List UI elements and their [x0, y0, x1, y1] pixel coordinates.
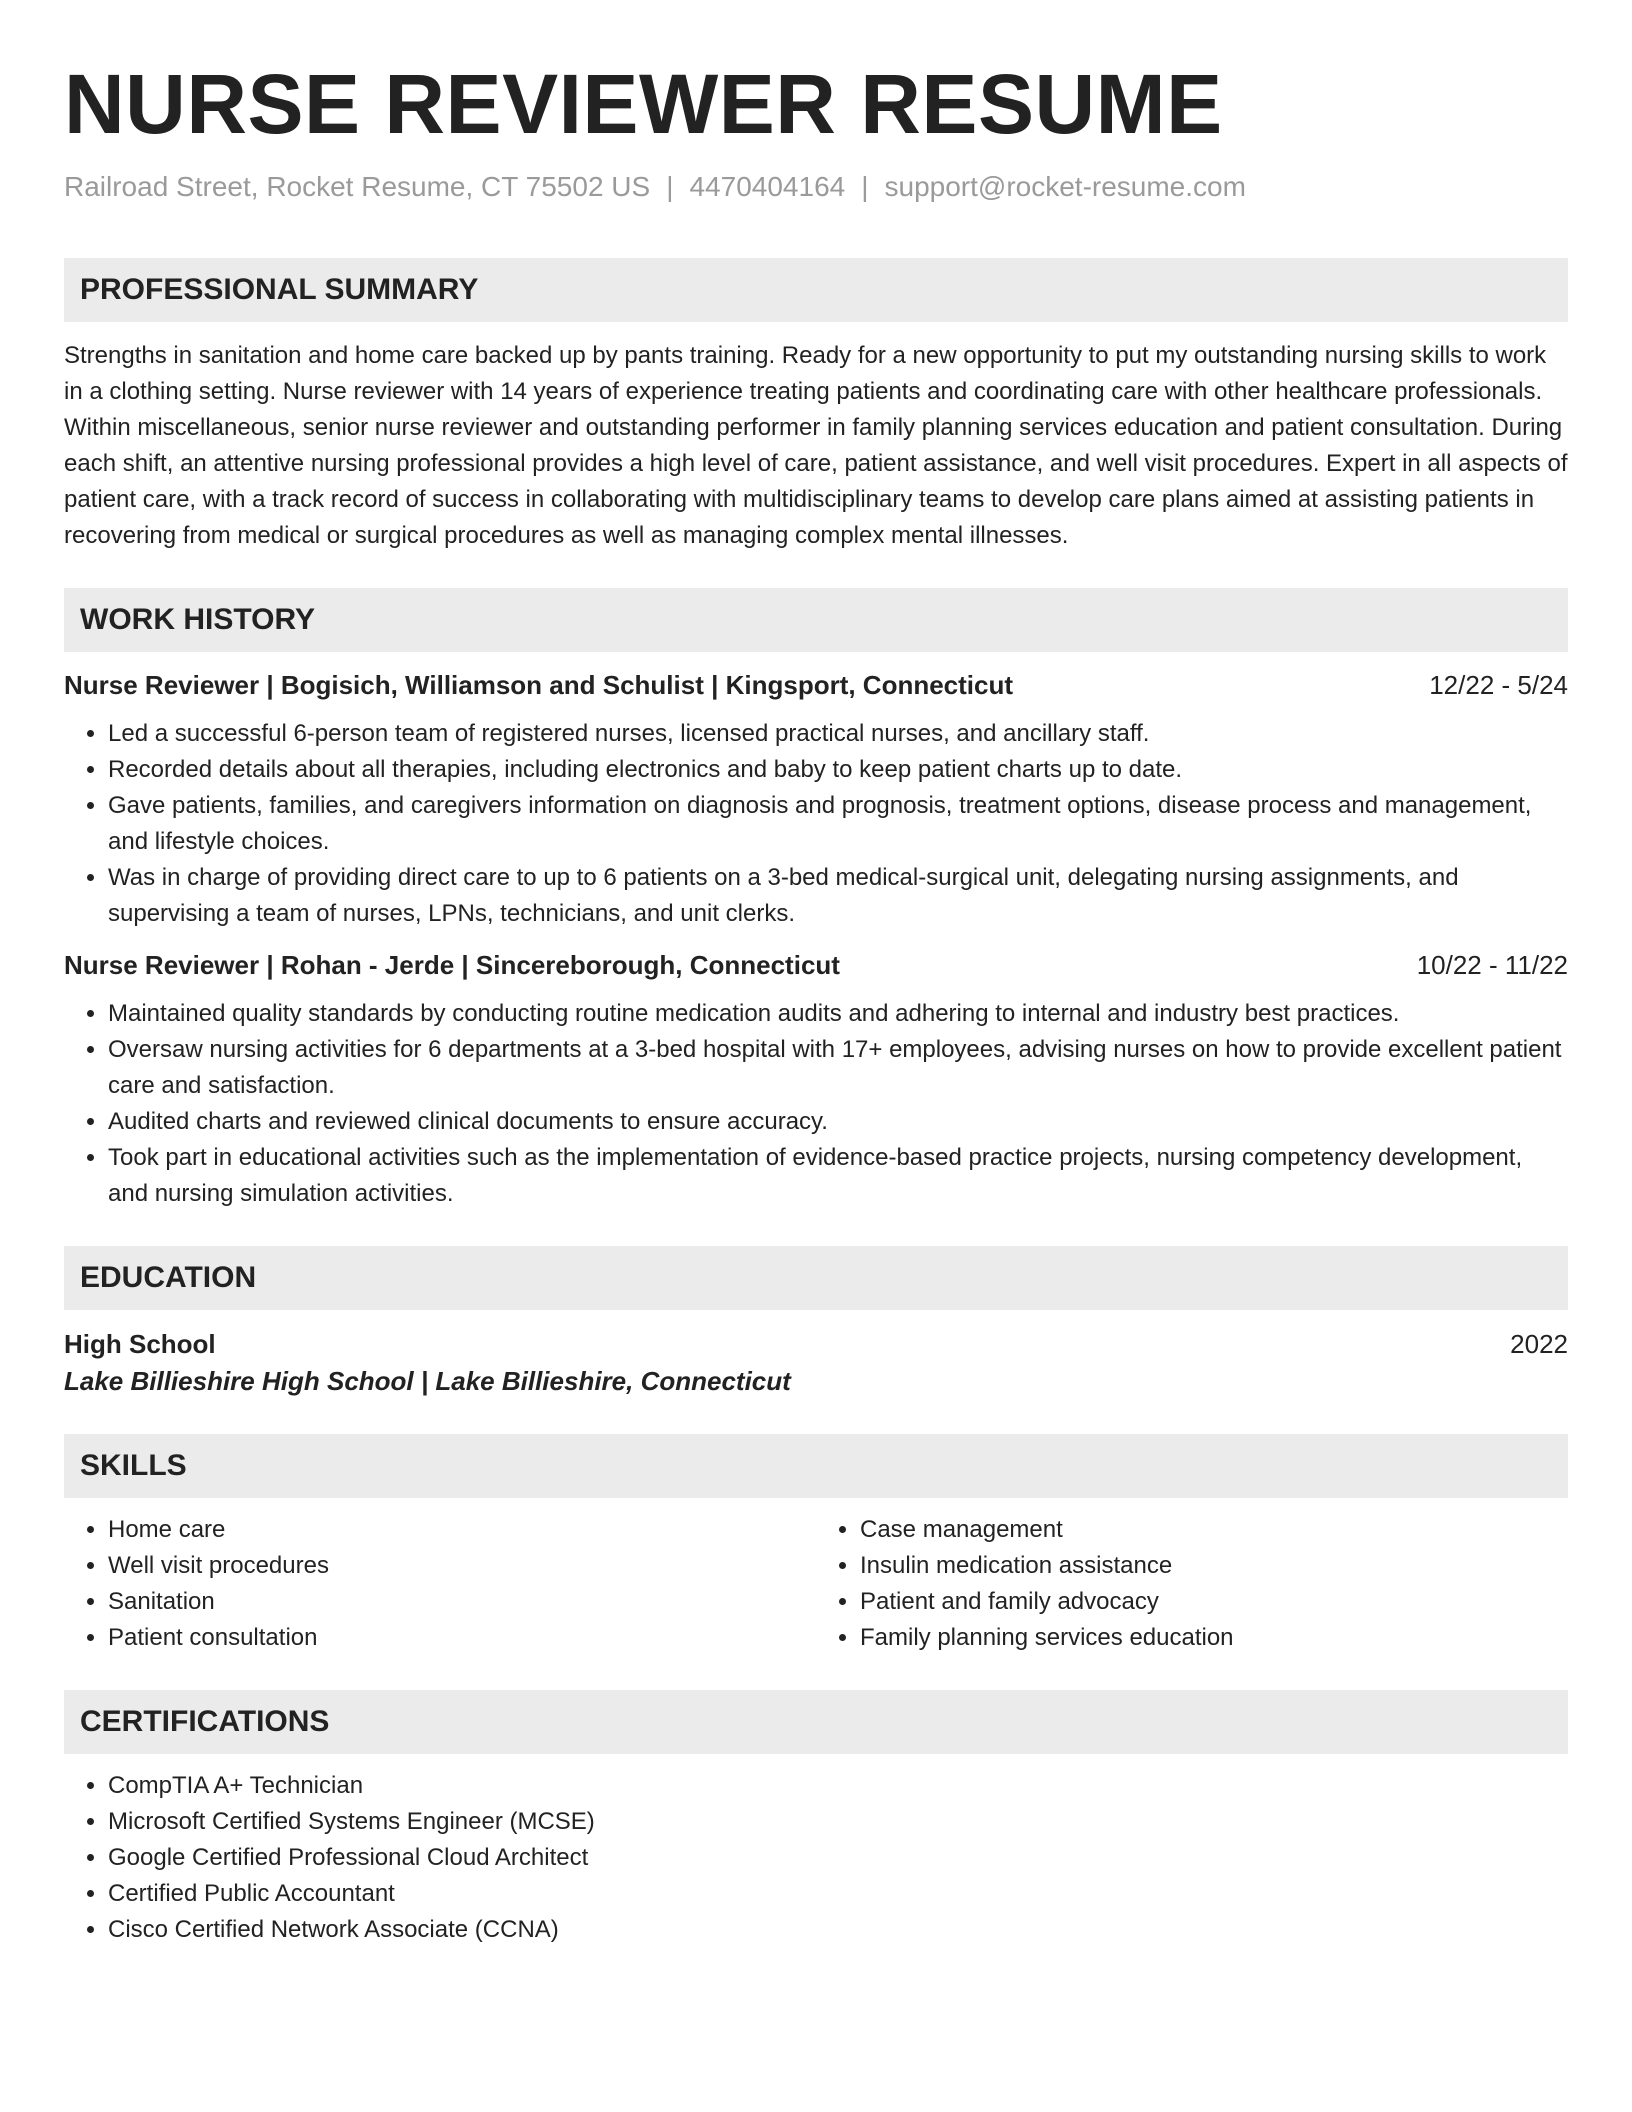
- skills-list-right: [816, 1512, 1568, 1656]
- education-year: 2022: [1510, 1329, 1568, 1359]
- resume-title: NURSE REVIEWER RESUME: [64, 57, 1223, 151]
- education-school: Lake Billieshire High School | Lake Billieshire, Connecticut: [64, 1366, 791, 1396]
- summary-text: Strengths in sanitation and home care backed up by pants training. Ready for a new opportunity to put my outstanding nursing skills to work in a clothing setting. Nurse reviewer with 14 years of experience treating patients and coordinating care with other healthcare professionals. Within miscellaneous, senior nurse reviewer and outstanding performer in family planning services education and patient consultation. During each shift, an attentive nursing professional provides a high level of care, patient assistance, and well visit procedures. Expert in all aspects of patient care, with a track record of success in collaborating with multidisciplinary teams to develop care plans aimed at assisting patients in recovering from medical or surgical procedures as well as managing complex mental illnesses.: [64, 342, 1568, 549]
- certification-item: • Certified Public Accountant: [108, 1876, 1568, 1912]
- job-dates: 12/22 - 5/24: [1429, 670, 1568, 700]
- skill-item: • Case management: [860, 1512, 1568, 1548]
- education-degree: High School: [64, 1329, 216, 1359]
- certifications-list: [64, 1768, 1568, 1948]
- skills-list-left: [64, 1512, 816, 1656]
- job-bullet: • Recorded details about all therapies, including electronics and baby to keep patient charts up to date.: [108, 752, 1568, 788]
- contact-separator: |: [666, 171, 674, 202]
- section-header-skills: SKILLS: [64, 1434, 1568, 1498]
- job-title: Nurse Reviewer | Bogisich, Williamson and Schulist | Kingsport, Connecticut: [64, 670, 1014, 700]
- certification-item: • CompTIA A+ Technician: [108, 1768, 1568, 1804]
- skill-item: • Sanitation: [108, 1584, 816, 1620]
- job-bullet: • Oversaw nursing activities for 6 departments at a 3-bed hospital with 17+ employees, advising nurses on how to provide excellent patient care and satisfaction.: [108, 1032, 1568, 1104]
- contact-phone: 4470404164: [689, 171, 846, 202]
- skill-item: • Well visit procedures: [108, 1548, 816, 1584]
- skill-item: • Patient and family advocacy: [860, 1584, 1568, 1620]
- skill-item: • Patient consultation: [108, 1620, 816, 1656]
- job-bullets: [64, 716, 1568, 932]
- job-bullet: • Maintained quality standards by conducting routine medication audits and adhering to internal and industry best practices.: [108, 996, 1568, 1032]
- certification-item: • Cisco Certified Network Associate (CCNA): [108, 1912, 1568, 1948]
- skill-item: • Family planning services education: [860, 1620, 1568, 1656]
- job-entry: [64, 948, 1568, 1212]
- contact-address: Railroad Street, Rocket Resume, CT 75502 US: [64, 171, 651, 202]
- job-bullet: • Was in charge of providing direct care to up to 6 patients on a 3-bed medical-surgical unit, delegating nursing assignments, and supervising a team of nurses, LPNs, technicians, and unit clerks.: [108, 860, 1568, 932]
- skills-columns: [64, 1512, 1568, 1656]
- section-header-education: EDUCATION: [64, 1246, 1568, 1310]
- section-header-work-history: WORK HISTORY: [64, 588, 1568, 652]
- job-entry: [64, 668, 1568, 932]
- contact-line: [64, 170, 1568, 204]
- education-header: [64, 1326, 1568, 1362]
- section-header-summary: PROFESSIONAL SUMMARY: [64, 258, 1568, 322]
- certification-item: • Google Certified Professional Cloud Architect: [108, 1840, 1568, 1876]
- job-header: [64, 948, 1568, 982]
- certification-item: • Microsoft Certified Systems Engineer (MCSE): [108, 1804, 1568, 1840]
- contact-email: support@rocket-resume.com: [884, 171, 1246, 202]
- job-bullet: • Took part in educational activities such as the implementation of evidence-based practice projects, nursing competency development, and nursing simulation activities.: [108, 1140, 1568, 1212]
- contact-separator: |: [861, 171, 869, 202]
- job-bullet: • Gave patients, families, and caregivers information on diagnosis and prognosis, treatment options, disease process and management, and lifestyle choices.: [108, 788, 1568, 860]
- job-bullets: [64, 996, 1568, 1212]
- section-header-certifications: CERTIFICATIONS: [64, 1690, 1568, 1754]
- job-bullet: • Led a successful 6-person team of registered nurses, licensed practical nurses, and ancillary staff.: [108, 716, 1568, 752]
- job-header: [64, 668, 1568, 702]
- job-bullet: • Audited charts and reviewed clinical documents to ensure accuracy.: [108, 1104, 1568, 1140]
- skill-item: • Insulin medication assistance: [860, 1548, 1568, 1584]
- job-dates: 10/22 - 11/22: [1416, 950, 1568, 980]
- job-title: Nurse Reviewer | Rohan - Jerde | Sincereborough, Connecticut: [64, 950, 840, 980]
- skill-item: • Home care: [108, 1512, 816, 1548]
